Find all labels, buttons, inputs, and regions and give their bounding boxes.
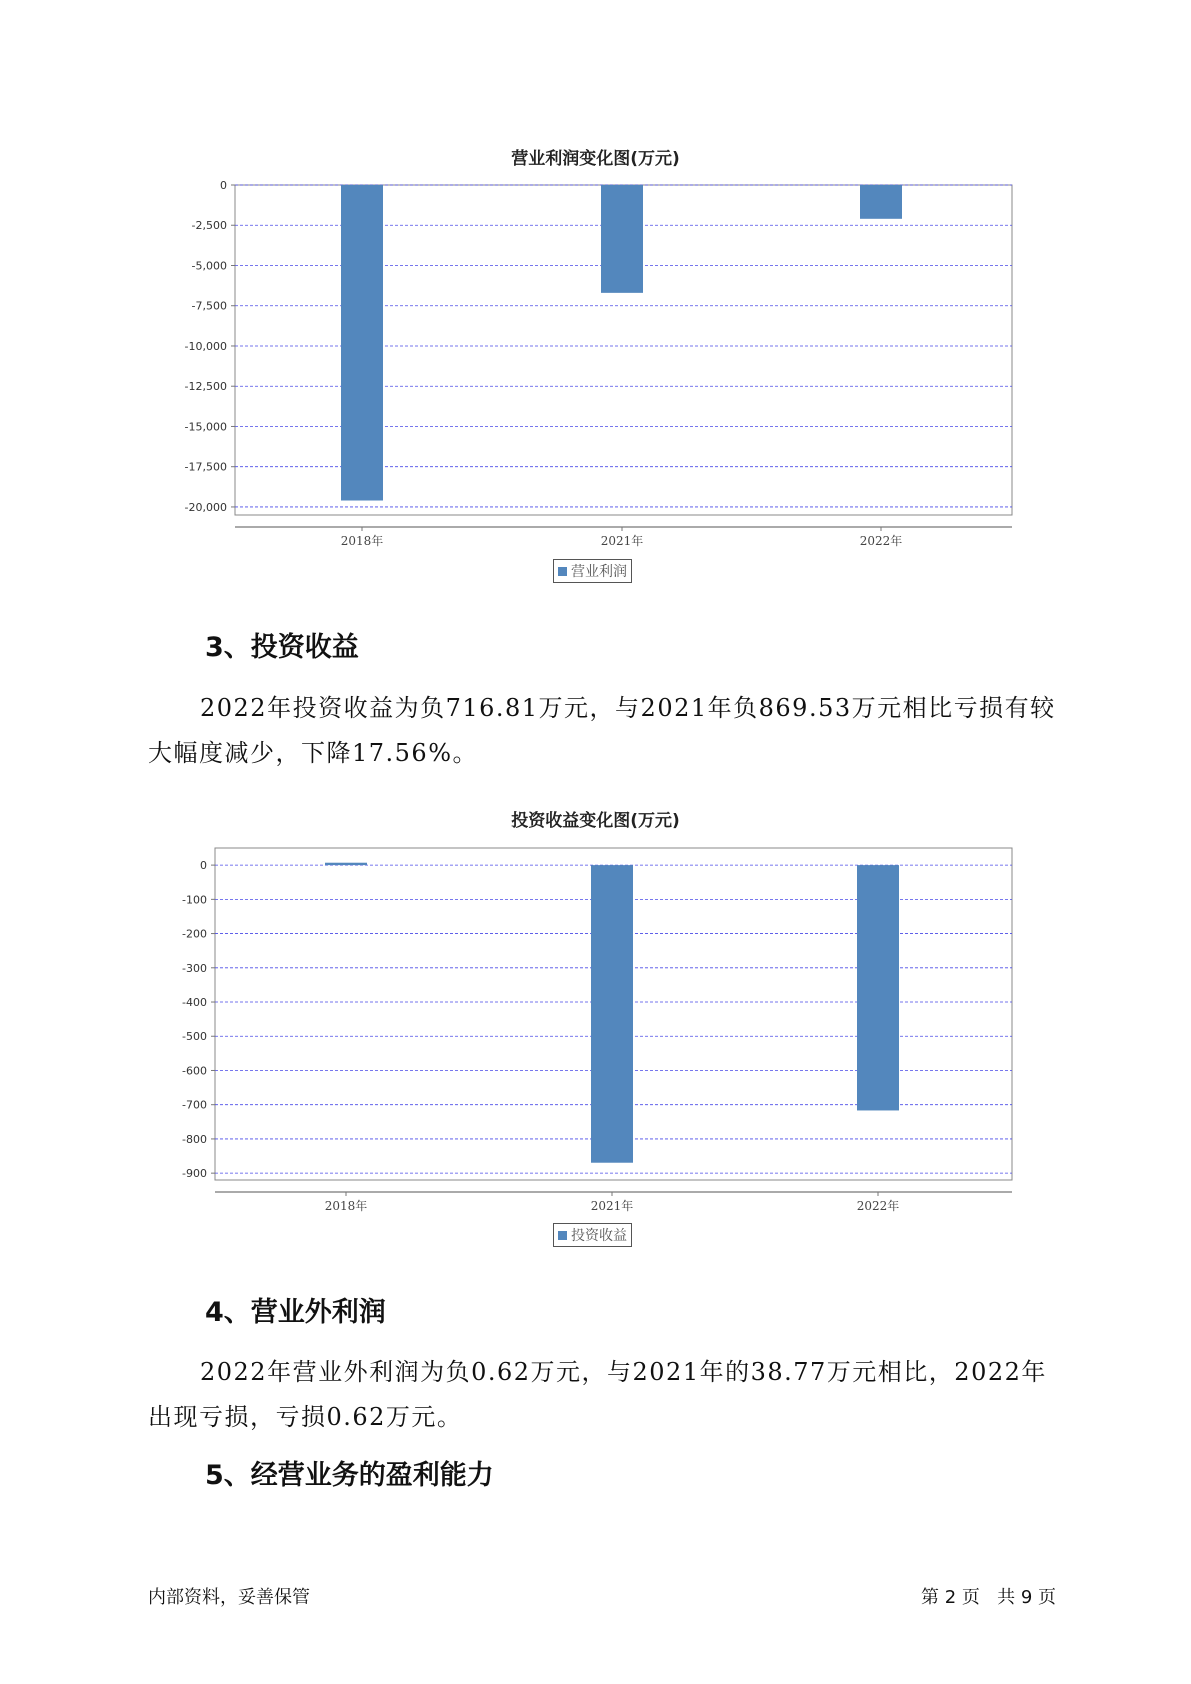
legend-label: 营业利润	[571, 564, 627, 580]
y-tick-label: -700	[182, 1098, 207, 1112]
chart-legend-operating-profit	[553, 559, 632, 583]
y-tick-label: -7,500	[191, 299, 227, 313]
section-paragraph-investment-income: 2022年投资收益为负716.81万元，与2021年负869.53万元相比亏损有较大幅度减少，下降17.56%。	[148, 694, 1056, 767]
investment-income-chart	[0, 840, 1191, 1213]
y-tick-label: -5,000	[191, 259, 227, 273]
footer-confidential-note: 内部资料，妥善保管	[148, 1587, 310, 1608]
bar-2022年	[860, 185, 902, 219]
section-heading-investment-income: 3、投资收益	[205, 632, 359, 663]
chart-legend-investment-income	[553, 1223, 632, 1247]
y-tick-label: -15,000	[184, 420, 227, 434]
y-tick-label: -10,000	[184, 339, 227, 353]
y-tick-label: -100	[182, 893, 207, 907]
section-heading-business-profitability: 5、经营业务的盈利能力	[205, 1460, 494, 1491]
footer-page-number: 第 2 页 共 9 页	[921, 1587, 1056, 1608]
bar-2018年	[325, 863, 367, 865]
x-tick-label: 2018年	[340, 534, 384, 548]
y-tick-label: -400	[182, 996, 207, 1010]
y-tick-label: -500	[182, 1030, 207, 1044]
section-paragraph-non-operating-profit: 2022年营业外利润为负0.62万元，与2021年的38.77万元相比，2022年出现亏损，亏损0.62万元。	[148, 1358, 1047, 1431]
operating-profit-chart	[0, 179, 1191, 548]
legend-swatch-icon	[558, 567, 567, 576]
x-tick-label: 2021年	[600, 534, 644, 548]
chart-title-operating-profit: 营业利润变化图(万元)	[511, 149, 680, 169]
bar-2021年	[591, 865, 633, 1163]
x-tick-label: 2022年	[859, 534, 903, 548]
y-tick-label: 0	[200, 859, 207, 873]
bar-2021年	[601, 185, 643, 293]
legend-label: 投资收益	[571, 1228, 627, 1244]
bar-2022年	[857, 865, 899, 1110]
y-tick-label: -800	[182, 1132, 207, 1146]
y-tick-label: -20,000	[184, 500, 227, 514]
y-tick-label: -600	[182, 1064, 207, 1078]
y-tick-label: -17,500	[184, 460, 227, 474]
y-tick-label: -12,500	[184, 380, 227, 394]
y-tick-label: -200	[182, 927, 207, 941]
y-tick-label: -2,500	[191, 219, 227, 233]
x-tick-label: 2021年	[590, 1199, 634, 1213]
chart-title-investment-income: 投资收益变化图(万元)	[511, 811, 680, 831]
y-tick-label: 0	[220, 179, 227, 192]
bar-2018年	[341, 185, 383, 501]
legend-swatch-icon	[558, 1231, 567, 1240]
section-heading-non-operating-profit: 4、营业外利润	[205, 1297, 386, 1328]
y-tick-label: -300	[182, 961, 207, 975]
x-tick-label: 2018年	[324, 1199, 368, 1213]
y-tick-label: -900	[182, 1167, 207, 1181]
x-tick-label: 2022年	[856, 1199, 900, 1213]
